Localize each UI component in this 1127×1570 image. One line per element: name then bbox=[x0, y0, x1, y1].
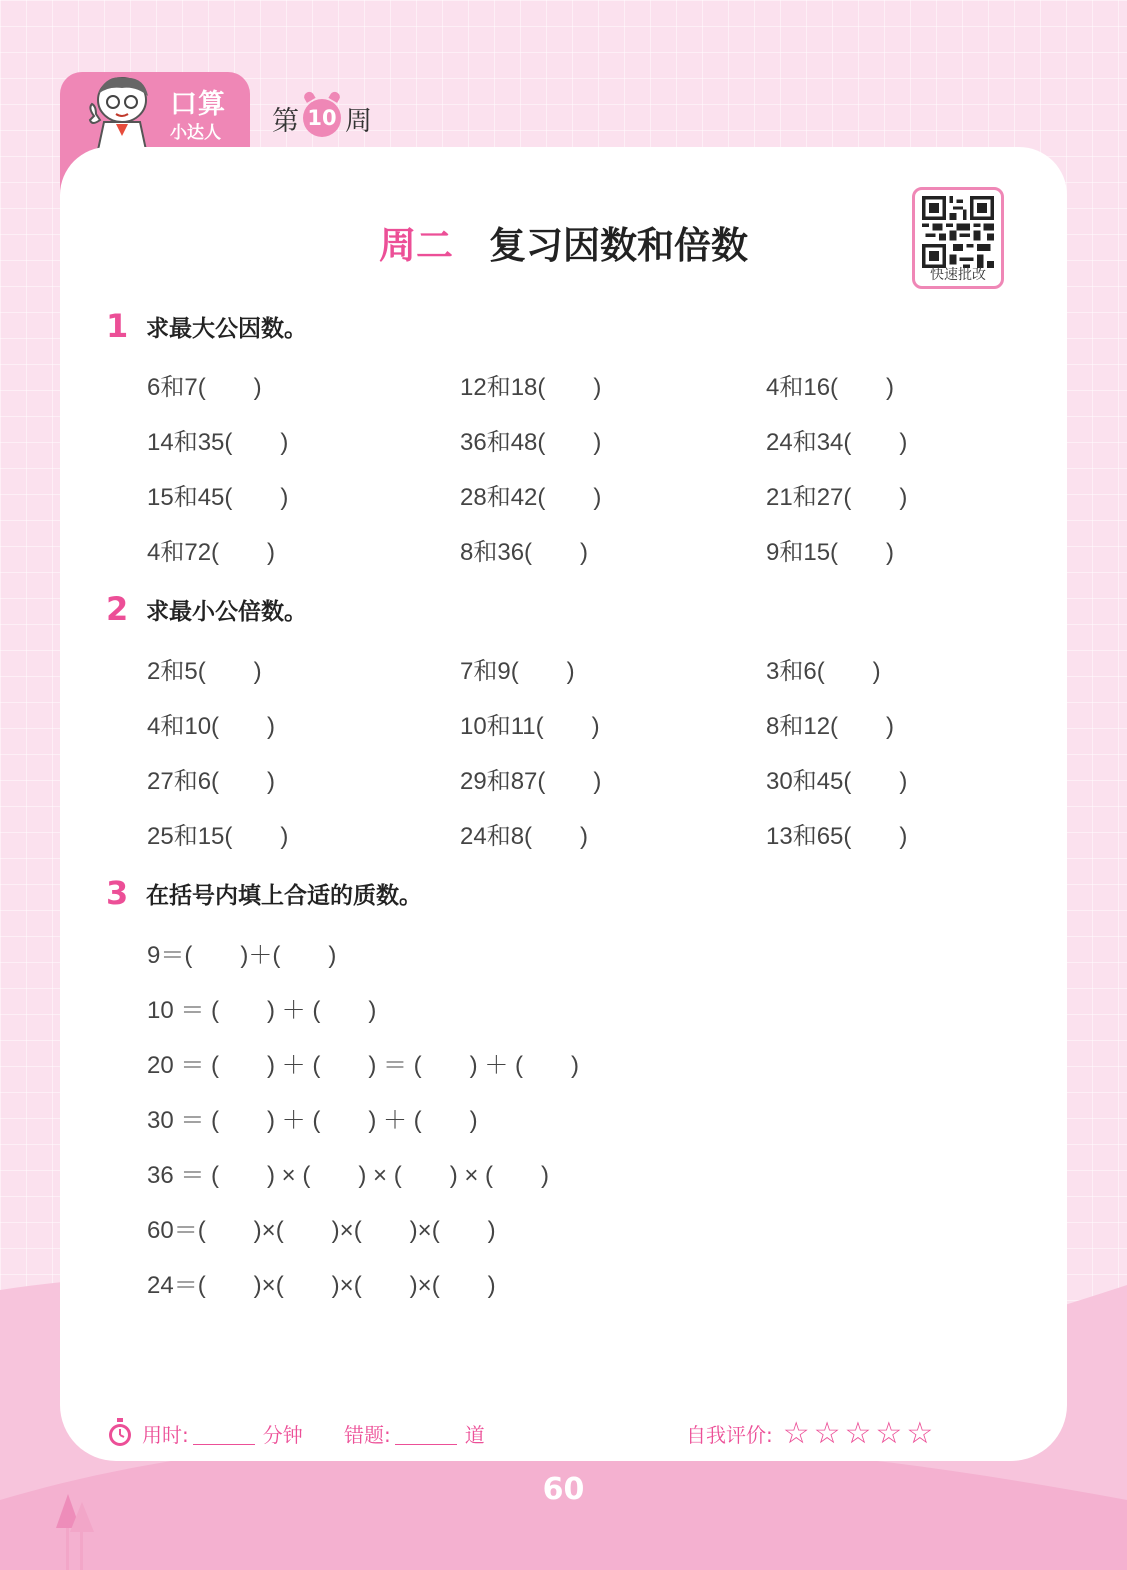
time-label: 用时: bbox=[142, 1422, 189, 1447]
problem-item[interactable]: 12和18( ) bbox=[460, 374, 602, 401]
problem-item[interactable]: 15和45( ) bbox=[147, 484, 289, 511]
problem-item[interactable]: 20 ＝ ( ) ＋ ( ) ＝ ( ) ＋ ( ) bbox=[147, 1052, 579, 1079]
problem-item[interactable]: 3和6( ) bbox=[766, 658, 881, 685]
problem-item[interactable]: 36和48( ) bbox=[460, 429, 602, 456]
section-instruction: 求最小公倍数。 bbox=[146, 598, 307, 625]
time-unit: 分钟 bbox=[262, 1422, 303, 1447]
errors-input[interactable] bbox=[395, 1422, 457, 1445]
brand-subtitle: 小达人 bbox=[170, 123, 221, 143]
brand-title: 口算 bbox=[170, 89, 226, 120]
section-instruction: 求最大公因数。 bbox=[146, 315, 307, 342]
footer-bar bbox=[106, 1415, 1067, 1451]
errors-label: 错题: bbox=[344, 1422, 391, 1447]
problem-item[interactable]: 28和42( ) bbox=[460, 484, 602, 511]
problem-item[interactable]: 13和65( ) bbox=[766, 823, 908, 850]
problem-item[interactable]: 24和34( ) bbox=[766, 429, 908, 456]
problem-item[interactable]: 24＝( )×( )×( )×( ) bbox=[147, 1272, 496, 1299]
time-used bbox=[106, 1415, 303, 1451]
problem-item[interactable]: 4和10( ) bbox=[147, 713, 276, 740]
time-input[interactable] bbox=[193, 1422, 255, 1445]
problem-item[interactable]: 36 ＝ ( ) × ( ) × ( ) × ( ) bbox=[147, 1162, 550, 1189]
qr-label: 快速批改 bbox=[930, 267, 986, 283]
stopwatch-icon bbox=[106, 1418, 134, 1448]
week-suffix: 周 bbox=[345, 105, 372, 137]
problem-item[interactable]: 30和45( ) bbox=[766, 768, 908, 795]
qr-code-icon bbox=[922, 196, 994, 268]
page-number: 60 bbox=[542, 1472, 585, 1507]
week-number-badge: 10 bbox=[303, 99, 341, 137]
problem-item[interactable]: 9＝( )＋( ) bbox=[147, 942, 337, 969]
section-number: 1 bbox=[106, 307, 129, 345]
worksheet-card bbox=[60, 147, 1067, 1461]
problem-item[interactable]: 8和12( ) bbox=[766, 713, 895, 740]
problem-item[interactable]: 24和8( ) bbox=[460, 823, 589, 850]
title-topic: 复习因数和倍数 bbox=[489, 224, 748, 267]
mascot-icon bbox=[66, 74, 166, 150]
problem-item[interactable]: 2和5( ) bbox=[147, 658, 262, 685]
errors-unit: 道 bbox=[464, 1422, 485, 1447]
problem-item[interactable]: 30 ＝ ( ) ＋ ( ) ＋ ( ) bbox=[147, 1107, 478, 1134]
title-day: 周二 bbox=[379, 224, 453, 267]
problem-item[interactable]: 10 ＝ ( ) ＋ ( ) bbox=[147, 997, 377, 1024]
week-prefix: 第 bbox=[272, 105, 299, 137]
self-eval-label: 自我评价: bbox=[686, 1422, 773, 1447]
problem-item[interactable]: 25和15( ) bbox=[147, 823, 289, 850]
problem-item[interactable]: 10和11( ) bbox=[460, 713, 600, 740]
problem-item[interactable]: 60＝( )×( )×( )×( ) bbox=[147, 1217, 496, 1244]
section-instruction: 在括号内填上合适的质数。 bbox=[146, 882, 422, 909]
section-number: 3 bbox=[106, 874, 129, 912]
section-3-header bbox=[106, 874, 422, 912]
section-number: 2 bbox=[106, 590, 129, 628]
problem-item[interactable]: 6和7( ) bbox=[147, 374, 262, 401]
problem-item[interactable]: 7和9( ) bbox=[460, 658, 575, 685]
section-2-header bbox=[106, 590, 307, 628]
problem-item[interactable]: 27和6( ) bbox=[147, 768, 276, 795]
week-label bbox=[272, 96, 372, 140]
error-count bbox=[344, 1415, 485, 1451]
problem-item[interactable]: 29和87( ) bbox=[460, 768, 602, 795]
problem-item[interactable]: 8和36( ) bbox=[460, 539, 589, 566]
problem-item[interactable]: 21和27( ) bbox=[766, 484, 908, 511]
section-1-header bbox=[106, 307, 307, 345]
self-evaluation bbox=[686, 1415, 937, 1451]
problem-item[interactable]: 4和72( ) bbox=[147, 539, 276, 566]
problem-item[interactable]: 14和35( ) bbox=[147, 429, 289, 456]
problem-item[interactable]: 9和15( ) bbox=[766, 539, 895, 566]
tree-icon bbox=[54, 1492, 96, 1570]
problem-item[interactable]: 4和16( ) bbox=[766, 374, 895, 401]
rating-stars[interactable]: ☆☆☆☆☆ bbox=[782, 1415, 938, 1451]
qr-code-box[interactable] bbox=[912, 187, 1004, 289]
